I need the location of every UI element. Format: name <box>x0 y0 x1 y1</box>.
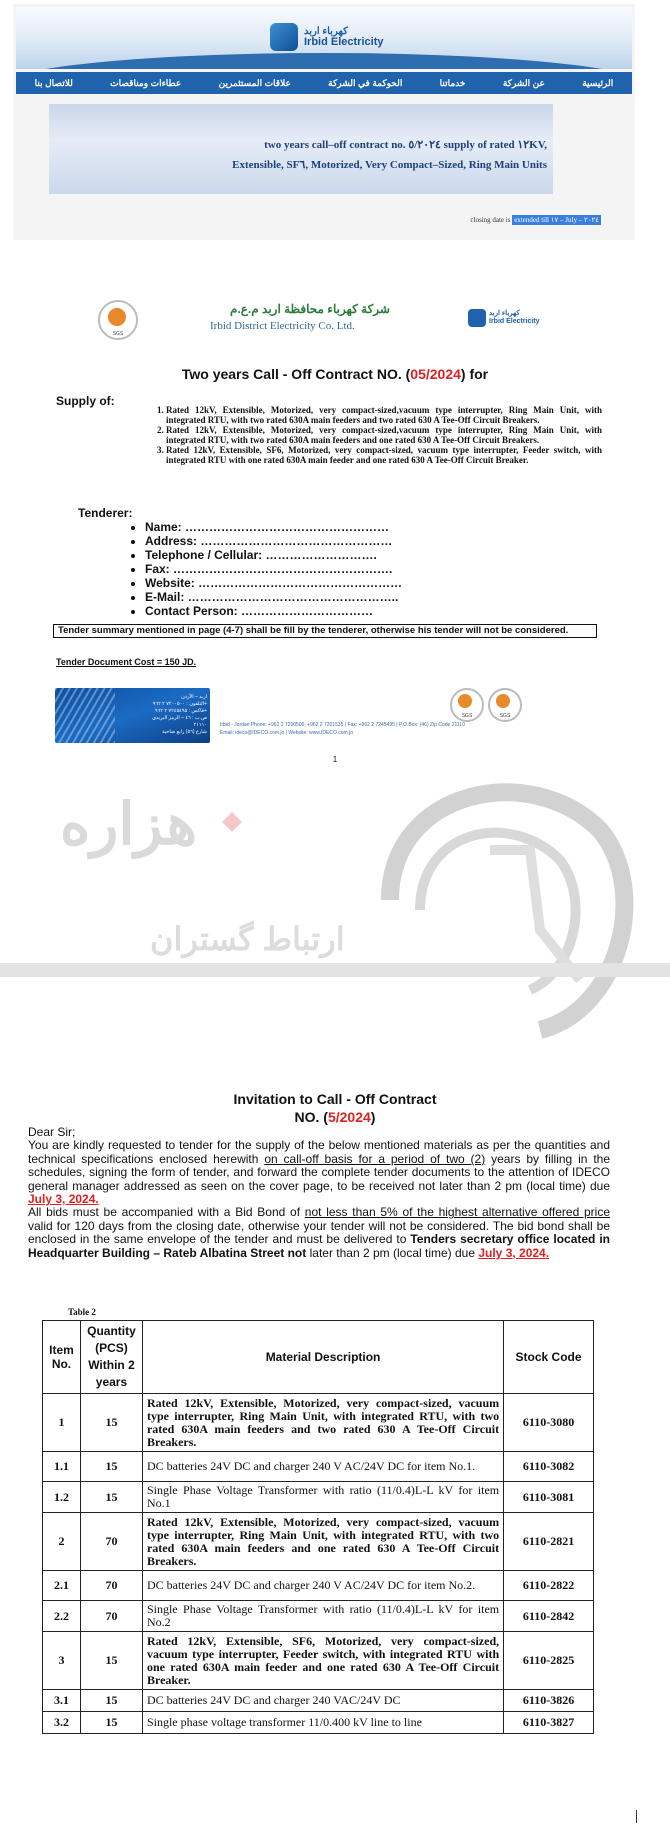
table-cell-quantity: 70 <box>80 1601 142 1632</box>
table-cell-description: Rated 12kV, Extensible, Motorized, very compact-sized, vacuum type interrupter, Ring Main Unit, with integrated RTU, with two rated 630A main feeders and two rated 630 A Tee-Off Circuit Breakers. <box>142 1394 503 1452</box>
nav-tenders[interactable]: عطاءات ومناقصات <box>110 77 182 88</box>
tenderer-heading: Tenderer: <box>78 506 133 520</box>
small-logo-arabic: كهرباء اربد <box>489 310 520 317</box>
letter-paragraph-1: You are kindly requested to tender for the supply of the below mentioned materials as per the quantities and technical specifications enclosed herewith on call-off basis for a period of two (2) years by filling in the schedules, signing the form of tender, and forward the complete tender documents to the attention of IDECO general manager addressed as seen on the cover page, to be received not later than 2 pm (local time) due July 3, 2024. <box>28 1138 610 1207</box>
table-cell-description: DC batteries 24V DC and charger 240 V AC/24V DC for item No.2. <box>142 1571 503 1601</box>
table-cell-description: DC batteries 24V DC and charger 240 V AC/24V DC for item No.1. <box>142 1452 503 1482</box>
materials-table <box>42 1320 594 1734</box>
table-cell-item: 2 <box>43 1513 81 1571</box>
table-cell-item: 1.1 <box>43 1452 81 1482</box>
table-cell-stock-code: 6110-3080 <box>504 1394 594 1452</box>
invitation-title-line1: Invitation to Call - Off Contract <box>233 1091 437 1107</box>
supply-item: 2. Rated 12kV, Extensible, Motorized, very compact-sized,vacuum type interrupter, Ring Main Unit, with integrated RTU, with two rated 630A main feeders and one rated 630 A Tee-Off Circuit Breakers. <box>166 425 602 445</box>
page-divider <box>0 963 670 977</box>
table-cell-quantity: 15 <box>80 1712 142 1734</box>
table-cell-stock-code: 6110-2821 <box>504 1513 594 1571</box>
tenderer-field-website: • Website: …………………………………………… <box>145 576 402 590</box>
table-cell-description: DC batteries 24V DC and charger 240 VAC/24V DC <box>142 1690 503 1712</box>
table-row <box>43 1601 594 1632</box>
invitation-title-line2: NO. (5/2024) <box>294 1109 376 1125</box>
table-caption: Table 2 <box>68 1307 96 1317</box>
table-cell-stock-code: 6110-2822 <box>504 1571 594 1601</box>
logo-arabic: كهرباء اربد <box>304 26 348 37</box>
footer-stripes-icon <box>55 688 115 743</box>
footer-sgs-icon: SGS <box>488 688 522 722</box>
table-cell-item: 1.2 <box>43 1482 81 1513</box>
table-cell-description: Single Phase Voltage Transformer with ratio (11/0.4)L-L kV for item No.2 <box>142 1601 503 1632</box>
table-cell-quantity: 15 <box>80 1394 142 1452</box>
invitation-letter <box>28 1126 610 1260</box>
table-cell-item: 3.1 <box>43 1690 81 1712</box>
nav-home[interactable]: الرئيسية <box>582 77 614 88</box>
table-cell-stock-code: 6110-3827 <box>504 1712 594 1734</box>
letter-paragraph-2: All bids must be accompanied with a Bid Bond of not less than 5% of the highest alternative offered price valid for 120 days from the closing date, otherwise your tender will not be considered. The bid bond shall be enclosed in the same envelope of the tender and must be delivered to Tenders secretary office located in Headquarter Building – Rateb Albatina Street not later than 2 pm (local time) due July 3, 2024. <box>28 1205 611 1260</box>
invitation-title <box>0 1090 670 1126</box>
tenderer-field-email: • E-Mail: …………………………………………….. <box>145 590 402 604</box>
due-date: July 3, 2024. <box>478 1245 550 1260</box>
irbid-logo-mark-icon <box>468 309 486 327</box>
supply-list <box>148 405 602 465</box>
nav-investors[interactable]: علاقات المستثمرين <box>218 77 291 88</box>
closing-date <box>470 216 601 224</box>
tenderer-field-contact-person: • Contact Person: …………………………… <box>145 604 402 618</box>
tender-banner-line2: Extensible, SF٦, Motorized, Very Compact–Sized, Ring Main Units <box>232 159 547 171</box>
table-cell-item: 2.2 <box>43 1601 81 1632</box>
table-cell-stock-code: 6110-3081 <box>504 1482 594 1513</box>
table-cell-stock-code: 6110-2842 <box>504 1601 594 1632</box>
site-logo[interactable] <box>270 23 383 51</box>
small-logo-english: Irbid Electricity <box>489 318 540 325</box>
tenderer-field-address: • Address: ………………………………………… <box>145 534 402 548</box>
table-row <box>43 1712 594 1734</box>
tender-banner <box>49 104 553 194</box>
cover-contract-number: 05/2024 <box>410 366 461 382</box>
footer-contact-arabic: اربد – الأردن التلفون : ٧٢٠٠٥٠٠ ٢ ٩٦٢+ فاكس : ٧٢٤٥٤٩٥ ٢ ٩٦٢+ ص.ب : ٤٦ – الرمز البريدي ٢١١١٠ شارع (٥٦) رابع ضاحية <box>152 694 207 735</box>
page-number: 1 <box>332 755 338 764</box>
table-cell-description: Rated 12kV, Extensible, Motorized, very compact-sized, vacuum type interrupter, Ring Main Unit, with integrated RTU, with two rated 630A main feeders and one rated 630 A Tee-Off Circuit Breakers. <box>142 1513 503 1571</box>
nav-services[interactable]: خدماتنا <box>439 77 466 88</box>
table-cell-item: 3 <box>43 1632 81 1690</box>
table-cell-item: 1 <box>43 1394 81 1452</box>
table-row <box>43 1632 594 1690</box>
logo-english: Irbid Electricity <box>304 36 384 48</box>
header-material-description: Material Description <box>142 1321 503 1394</box>
nav-about[interactable]: عن الشركة <box>502 77 545 88</box>
table-cell-quantity: 15 <box>80 1632 142 1690</box>
supply-item: 1. Rated 12kV, Extensible, Motorized, very compact-sized,vacuum type interrupter, Ring Main Unit, with integrated RTU, with two rated 630A main feeders and two rated 630 A Tee-Off Circuit Breakers. <box>166 405 602 425</box>
table-cell-description: Single phase voltage transformer 11/0.400 kV line to line <box>142 1712 503 1734</box>
watermark-text: هزاره <box>60 792 198 857</box>
table-row <box>43 1482 594 1513</box>
table-cell-quantity: 15 <box>80 1452 142 1482</box>
site-banner <box>16 7 632 69</box>
table-header-row <box>43 1321 594 1394</box>
table-row <box>43 1690 594 1712</box>
text-cursor <box>636 1810 637 1823</box>
banner-wave <box>16 53 632 69</box>
website-header <box>13 4 635 240</box>
table-row <box>43 1394 594 1452</box>
closing-date-highlight[interactable]: extended till ١٧ – July – ٢٠٢٤ <box>514 216 599 224</box>
table-cell-item: 3.2 <box>43 1712 81 1734</box>
tenderer-field-telephone: • Telephone / Cellular: ………………………. <box>145 548 402 562</box>
main-nav <box>16 72 632 94</box>
footer-brand-block <box>55 688 210 743</box>
footer-sgs-icon: SGS <box>450 688 484 722</box>
invitation-contract-number: 5/2024 <box>327 1109 371 1125</box>
table-row <box>43 1452 594 1482</box>
supply-item: 3. Rated 12kV, Extensible, SF6, Motorized, very compact-sized, vacuum type interrupter, Feeder switch, with integrated RTU with one rated 630A main feeder and one rated 630 A Tee-Off Circuit Breaker. <box>166 445 602 465</box>
nav-governance[interactable]: الحوكمة في الشركة <box>328 77 403 88</box>
nav-contact[interactable]: للاتصال بنا <box>34 77 73 88</box>
cover-logos <box>60 300 580 340</box>
header-item-no: Item No. <box>43 1321 81 1394</box>
tenderer-field-fax: • Fax: ………………………………………………. <box>145 562 402 576</box>
table-cell-description: Rated 12kV, Extensible, SF6, Motorized, very compact-sized, vacuum type interrupter, Feeder switch, with integrated RTU with one rated 630A main feeder and one rated 630 A Tee-Off Circuit Breaker. <box>142 1632 503 1690</box>
closing-label: closing date is <box>470 216 511 224</box>
supply-heading: Supply of: <box>56 394 115 408</box>
tenderer-field-name: • Name: …………………………………………… <box>145 520 402 534</box>
cover-title: Two years Call - Off Contract NO. (05/2024) for <box>181 366 489 382</box>
due-date: July 3, 2024. <box>28 1192 99 1207</box>
table-cell-quantity: 70 <box>80 1571 142 1601</box>
irbid-electricity-logo-icon <box>270 23 298 51</box>
header-quantity: Quantity (PCS) Within 2 years <box>80 1321 142 1394</box>
footer-address: Irbid - Jordan Phone: +962 2 7200500, +962 2 7201535 | Fax: +962 2 7245495 | P.O.Box: (46) Zip Code 21110 <box>220 722 465 728</box>
company-name-arabic: شركة كهرباء محافظة اربد م.ع.م <box>230 302 390 316</box>
salutation: Dear Sir; <box>28 1125 76 1139</box>
footer-web: Email: ideco@IDECO.com.jo | Website: www.IDECO.com.jo <box>220 730 353 736</box>
table-cell-quantity: 70 <box>80 1513 142 1571</box>
table-row <box>43 1571 594 1601</box>
header-stock-code: Stock Code <box>504 1321 594 1394</box>
table-cell-description: Single Phase Voltage Transformer with ratio (11/0.4)L-L kV for item No.1 <box>142 1482 503 1513</box>
tender-banner-line1: two years call–off contract no. ٥/٢٠٢٤ supply of rated ١٢KV, <box>264 139 547 151</box>
watermark-subtext: ارتباط گستران <box>150 921 345 957</box>
tender-summary-note: Tender summary mentioned in page (4-7) shall be fill by the tenderer, otherwise his tender will not be considered. <box>53 624 597 638</box>
tender-document-cost: Tender Document Cost = 150 JD. <box>56 657 197 667</box>
company-name-english: Irbid District Electricity Co. Ltd. <box>210 320 355 332</box>
sgs-certification-icon: SGS <box>98 300 138 340</box>
table-cell-quantity: 15 <box>80 1482 142 1513</box>
irbid-electricity-small-logo <box>468 309 540 327</box>
tenderer-fields <box>128 520 402 618</box>
table-cell-quantity: 15 <box>80 1690 142 1712</box>
table-row <box>43 1513 594 1571</box>
table-cell-stock-code: 6110-3082 <box>504 1452 594 1482</box>
table-cell-stock-code: 6110-2825 <box>504 1632 594 1690</box>
table-cell-stock-code: 6110-3826 <box>504 1690 594 1712</box>
table-cell-item: 2.1 <box>43 1571 81 1601</box>
